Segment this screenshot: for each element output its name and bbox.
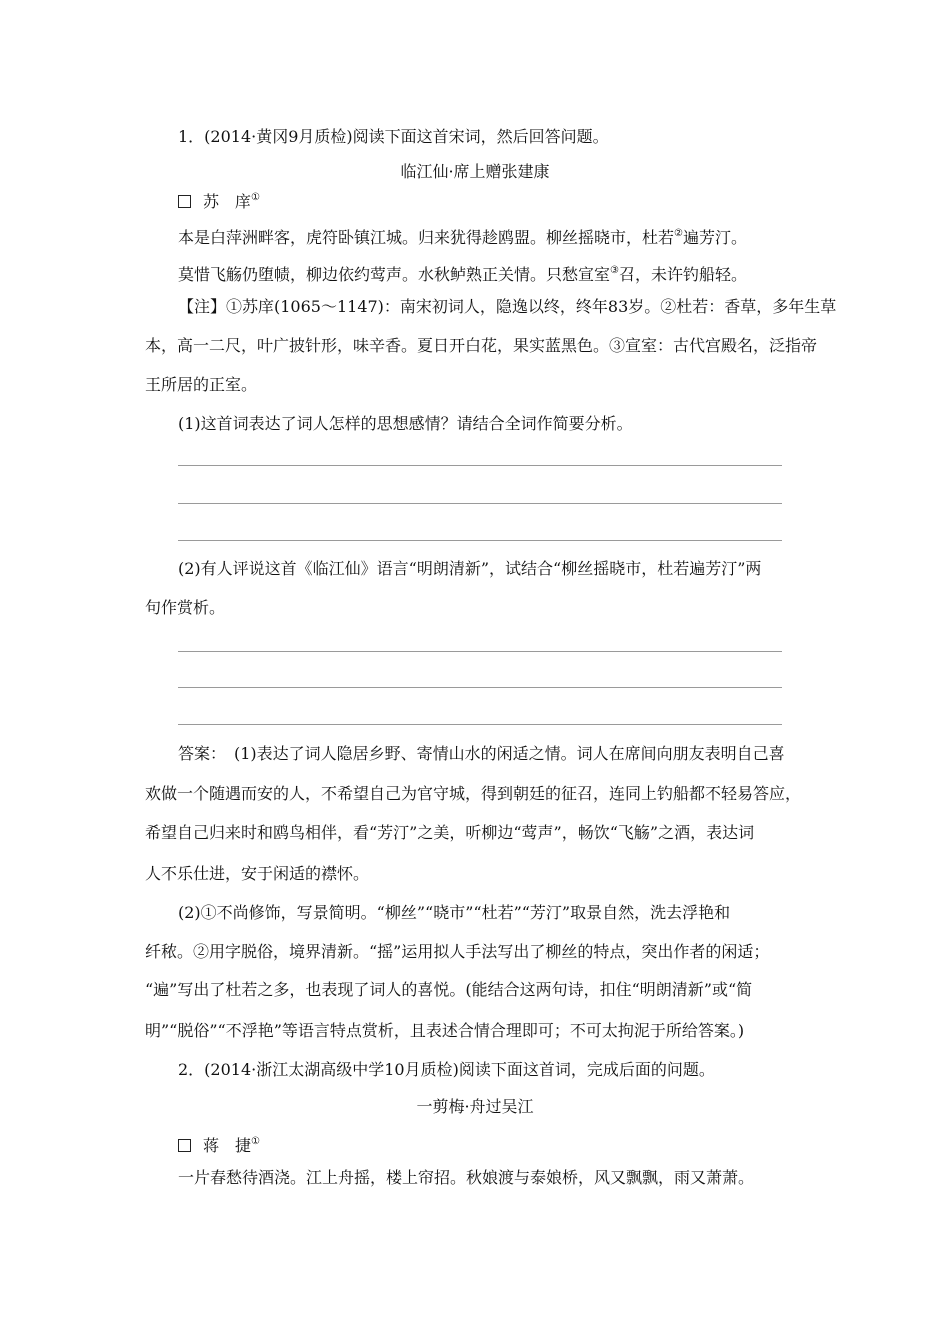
question-1-header: 1．(2014·黄冈9月质检)阅读下面这首宋词，然后回答问题。 [178, 127, 609, 146]
note-line-1: 【注】①苏庠(1065～1147)：南宋初词人，隐逸以终，终年83岁。②杜若：香草，多年生草 [178, 297, 837, 316]
poem-text: 本是白萍洲畔客，虎符卧镇江城。归来犹得趁鸥盟。柳丝摇晓市，杜若 [178, 228, 675, 247]
answer-1-line-1: 答案： (1)表达了词人隐居乡野、寄情山水的闲适之情。词人在席间向朋友表明自己喜 [178, 744, 785, 763]
answer-2-line-2: 纤秾。②用字脱俗，境界清新。“摇”运用拟人手法写出了柳丝的特点，突出作者的闲适； [145, 942, 770, 961]
poem-1-line-1 [178, 224, 747, 248]
footnote-mark: ③ [610, 265, 619, 276]
poem-1-author [178, 188, 260, 212]
answer-1-line-2: 欢做一个随遇而安的人，不希望自己为官守城，得到朝廷的征召，连同上钓船都不轻易答应， [145, 784, 802, 803]
answer-line [178, 503, 782, 504]
answer-line [178, 540, 782, 541]
poem-text: 莫惜飞觞仍堕帻，柳边依约莺声。水秋鲈熟正关情。只愁宣室 [178, 265, 611, 284]
poem-1-line-2 [178, 261, 747, 285]
footnote-mark: ① [251, 192, 260, 203]
answer-line [178, 687, 782, 688]
answer-1-line-3: 希望自己归来时和鸥鸟相伴，看“芳汀”之美，听柳边“莺声”，畅饮“飞觞”之酒，表达词 [145, 823, 755, 842]
question-2-header: 2．(2014·浙江太湖高级中学10月质检)阅读下面这首词，完成后面的问题。 [178, 1060, 715, 1079]
author-name: 苏 庠 [203, 192, 252, 211]
poem-text: 遍芳汀。 [682, 228, 747, 247]
poem-2-author [178, 1132, 260, 1156]
poem-1-title: 临江仙·席上赠张建康 [400, 162, 550, 181]
poem-2-title: 一剪梅·舟过吴江 [416, 1097, 534, 1116]
footnote-mark: ① [251, 1136, 260, 1147]
footnote-mark: ② [674, 228, 683, 239]
checkbox-icon [178, 195, 191, 208]
answer-2-line-3: “遍”写出了杜若之多，也表现了词人的喜悦。(能结合这两句诗，扣住“明朗清新”或“简 [145, 980, 753, 999]
poem-text: 召，未许钓船轻。 [618, 265, 747, 284]
answer-2-line-1: (2)①不尚修饰，写景简明。“柳丝”“晓市”“杜若”“芳汀”取景自然，洗去浮艳和 [178, 903, 731, 922]
answer-2-line-4: 明”“脱俗”“不浮艳”等语言特点赏析，且表述合情合理即可；不可太拘泥于所给答案。) [145, 1021, 745, 1040]
answer-line [178, 465, 782, 466]
answer-1-line-4: 人不乐仕进，安于闲适的襟怀。 [145, 864, 370, 883]
author-name: 蒋 捷 [203, 1136, 252, 1155]
sub-question-1: (1)这首词表达了词人怎样的思想感情？请结合全词作简要分析。 [178, 414, 633, 433]
note-line-2: 本，高一二尺，叶广披针形，味辛香。夏日开白花，果实蓝黑色。③宣室：古代宫殿名，泛指帝 [145, 336, 818, 355]
answer-line [178, 651, 782, 652]
note-line-3: 王所居的正室。 [145, 375, 258, 394]
sub-question-2-line-1: (2)有人评说这首《临江仙》语言“明朗清新”，试结合“柳丝摇晓市，杜若遍芳汀”两 [178, 559, 762, 578]
sub-question-2-line-2: 句作赏析。 [145, 598, 226, 617]
answer-line [178, 724, 782, 725]
poem-2-line-1: 一片春愁待酒浇。江上舟摇，楼上帘招。秋娘渡与泰娘桥，风又飘飘，雨又萧萧。 [178, 1168, 755, 1187]
checkbox-icon [178, 1139, 191, 1152]
